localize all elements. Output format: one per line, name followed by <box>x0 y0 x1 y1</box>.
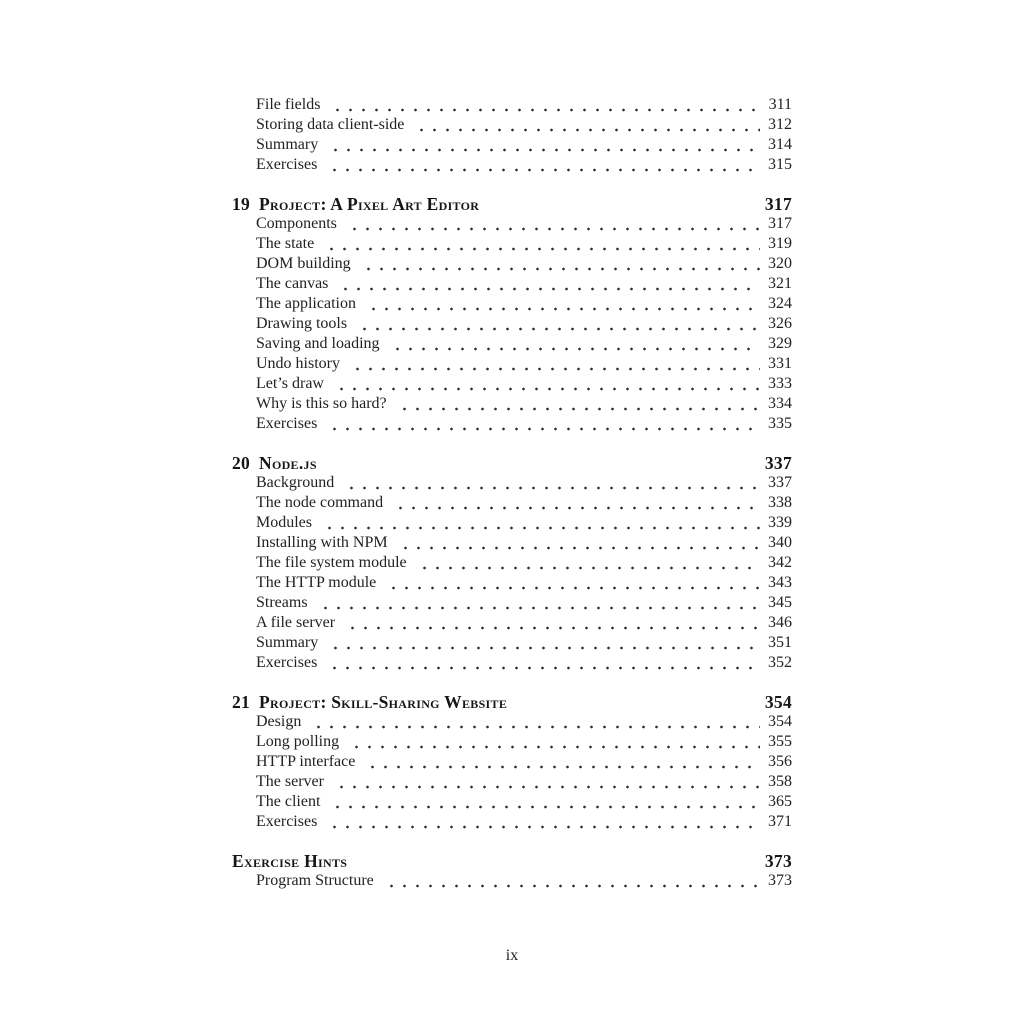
chapter-page-number: 373 <box>764 851 792 871</box>
dot-leader <box>327 95 760 115</box>
entry-page-number: 373 <box>768 872 792 889</box>
entry-label: The server <box>256 773 324 790</box>
dot-leader <box>358 254 760 274</box>
toc-entry[interactable] <box>232 274 792 294</box>
chapter-number: 20 <box>232 453 251 473</box>
entry-page-number: 342 <box>768 554 792 571</box>
toc-entry[interactable] <box>232 732 792 752</box>
entry-label: The HTTP module <box>256 574 377 591</box>
entry-label: Modules <box>256 514 312 531</box>
chapter-title: Node.js <box>259 453 317 473</box>
chapter-title: Exercise Hints <box>232 851 348 871</box>
dot-leader <box>325 633 760 653</box>
toc-entry[interactable] <box>232 314 792 334</box>
toc-entry[interactable] <box>232 573 792 593</box>
footer-page-number: ix <box>505 947 519 964</box>
entry-page-number: 355 <box>768 733 792 750</box>
entry-page-number: 324 <box>768 295 792 312</box>
entry-label: The state <box>256 235 315 252</box>
entry-label: Exercises <box>256 415 318 432</box>
entry-label: Streams <box>256 594 308 611</box>
dot-leader <box>362 752 760 772</box>
dot-leader <box>321 234 760 254</box>
entry-page-number: 338 <box>768 494 792 511</box>
toc-section <box>232 851 792 891</box>
dot-leader <box>346 732 760 752</box>
entry-page-number: 333 <box>768 375 792 392</box>
entry-label: Why is this so hard? <box>256 395 387 412</box>
toc-section <box>232 95 792 175</box>
dot-leader <box>394 394 760 414</box>
entry-page-number: 311 <box>768 96 792 113</box>
chapter-page-number: 337 <box>764 453 792 473</box>
dot-leader <box>331 374 760 394</box>
toc-entry[interactable] <box>232 593 792 613</box>
toc-entry[interactable] <box>232 155 792 175</box>
entry-page-number: 354 <box>768 713 792 730</box>
toc-entry[interactable] <box>232 234 792 254</box>
entry-label: File fields <box>256 96 321 113</box>
dot-leader <box>411 115 760 135</box>
entry-label: Exercises <box>256 654 318 671</box>
dot-leader <box>363 294 760 314</box>
entry-page-number: 319 <box>768 235 792 252</box>
toc-entry[interactable] <box>232 254 792 274</box>
toc-entry[interactable] <box>232 473 792 493</box>
toc-entry[interactable] <box>232 712 792 732</box>
toc-entry[interactable] <box>232 135 792 155</box>
toc-entry[interactable] <box>232 871 792 891</box>
dot-leader <box>327 792 760 812</box>
dot-leader <box>341 473 760 493</box>
toc-entry[interactable] <box>232 533 792 553</box>
entry-page-number: 343 <box>768 574 792 591</box>
entry-label: Installing with NPM <box>256 534 388 551</box>
toc-entry[interactable] <box>232 294 792 314</box>
dot-leader <box>344 214 760 234</box>
toc-entry[interactable] <box>232 115 792 135</box>
entry-label: Undo history <box>256 355 340 372</box>
toc-entry[interactable] <box>232 354 792 374</box>
dot-leader <box>342 613 760 633</box>
entry-label: Program Structure <box>256 872 374 889</box>
entry-page-number: 320 <box>768 255 792 272</box>
dot-leader <box>324 653 760 673</box>
toc-entry[interactable] <box>232 214 792 234</box>
entry-label: The application <box>256 295 356 312</box>
entry-label: Summary <box>256 136 319 153</box>
toc-entry[interactable] <box>232 414 792 434</box>
entry-page-number: 329 <box>768 335 792 352</box>
toc-entry[interactable] <box>232 613 792 633</box>
entry-label: Background <box>256 474 335 491</box>
entry-page-number: 356 <box>768 753 792 770</box>
entry-page-number: 345 <box>768 594 792 611</box>
entry-page-number: 321 <box>768 275 792 292</box>
toc-entry[interactable] <box>232 752 792 772</box>
entry-label: Summary <box>256 634 319 651</box>
dot-leader <box>390 493 760 513</box>
chapter-number: 21 <box>232 692 251 712</box>
entry-page-number: 317 <box>768 215 792 232</box>
entry-page-number: 351 <box>768 634 792 651</box>
entry-label: The file system module <box>256 554 407 571</box>
dot-leader <box>383 573 760 593</box>
dot-leader <box>324 414 760 434</box>
entry-label: Storing data client-side <box>256 116 405 133</box>
toc-entry[interactable] <box>232 792 792 812</box>
chapter-heading[interactable] <box>232 194 792 214</box>
dot-leader <box>387 334 760 354</box>
entry-label: Long polling <box>256 733 340 750</box>
entry-page-number: 326 <box>768 315 792 332</box>
entry-page-number: 371 <box>768 813 792 830</box>
toc-section <box>232 453 792 673</box>
toc-entry[interactable] <box>232 513 792 533</box>
entry-label: The canvas <box>256 275 329 292</box>
dot-leader <box>347 354 760 374</box>
toc-entry[interactable] <box>232 633 792 653</box>
dot-leader <box>331 772 760 792</box>
entry-page-number: 346 <box>768 614 792 631</box>
entry-page-number: 340 <box>768 534 792 551</box>
dot-leader <box>354 314 760 334</box>
toc-section <box>232 692 792 832</box>
chapter-heading[interactable] <box>232 851 792 871</box>
toc-entry[interactable] <box>232 493 792 513</box>
dot-leader <box>308 712 760 732</box>
chapter-title: Project: A Pixel Art Editor <box>259 194 480 214</box>
entry-page-number: 315 <box>768 156 792 173</box>
entry-label: Saving and loading <box>256 335 380 352</box>
dot-leader <box>325 135 760 155</box>
entry-label: Exercises <box>256 813 318 830</box>
dot-leader <box>395 533 760 553</box>
dot-leader <box>381 871 760 891</box>
entry-label: The node command <box>256 494 384 511</box>
toc-section <box>232 194 792 434</box>
toc-entry[interactable] <box>232 812 792 832</box>
chapter-heading[interactable] <box>232 453 792 473</box>
toc-entry[interactable] <box>232 653 792 673</box>
chapter-page-number: 317 <box>764 194 792 214</box>
toc-entry[interactable] <box>232 553 792 573</box>
entry-page-number: 339 <box>768 514 792 531</box>
entry-label: Design <box>256 713 302 730</box>
entry-label: A file server <box>256 614 336 631</box>
entry-page-number: 352 <box>768 654 792 671</box>
entry-label: Components <box>256 215 337 232</box>
dot-leader <box>319 513 760 533</box>
entry-label: DOM building <box>256 255 351 272</box>
entry-label: Exercises <box>256 156 318 173</box>
entry-page-number: 337 <box>768 474 792 491</box>
entry-page-number: 358 <box>768 773 792 790</box>
entry-page-number: 314 <box>768 136 792 153</box>
entry-label: Drawing tools <box>256 315 348 332</box>
toc-entry[interactable] <box>232 334 792 354</box>
entry-page-number: 312 <box>768 116 792 133</box>
chapter-title: Project: Skill-Sharing Website <box>259 692 508 712</box>
toc-entry[interactable] <box>232 394 792 414</box>
toc-entry[interactable] <box>232 374 792 394</box>
toc-entry[interactable] <box>232 772 792 792</box>
chapter-page-number: 354 <box>764 692 792 712</box>
dot-leader <box>324 812 760 832</box>
entry-label: HTTP interface <box>256 753 356 770</box>
dot-leader <box>315 593 760 613</box>
entry-label: The client <box>256 793 321 810</box>
entry-page-number: 334 <box>768 395 792 412</box>
table-of-contents <box>232 95 792 891</box>
toc-entry[interactable] <box>232 95 792 115</box>
entry-page-number: 335 <box>768 415 792 432</box>
entry-page-number: 331 <box>768 355 792 372</box>
entry-label: Let’s draw <box>256 375 324 392</box>
dot-leader <box>324 155 760 175</box>
chapter-heading[interactable] <box>232 692 792 712</box>
dot-leader <box>414 553 760 573</box>
chapter-number: 19 <box>232 194 251 214</box>
dot-leader <box>335 274 760 294</box>
entry-page-number: 365 <box>768 793 792 810</box>
